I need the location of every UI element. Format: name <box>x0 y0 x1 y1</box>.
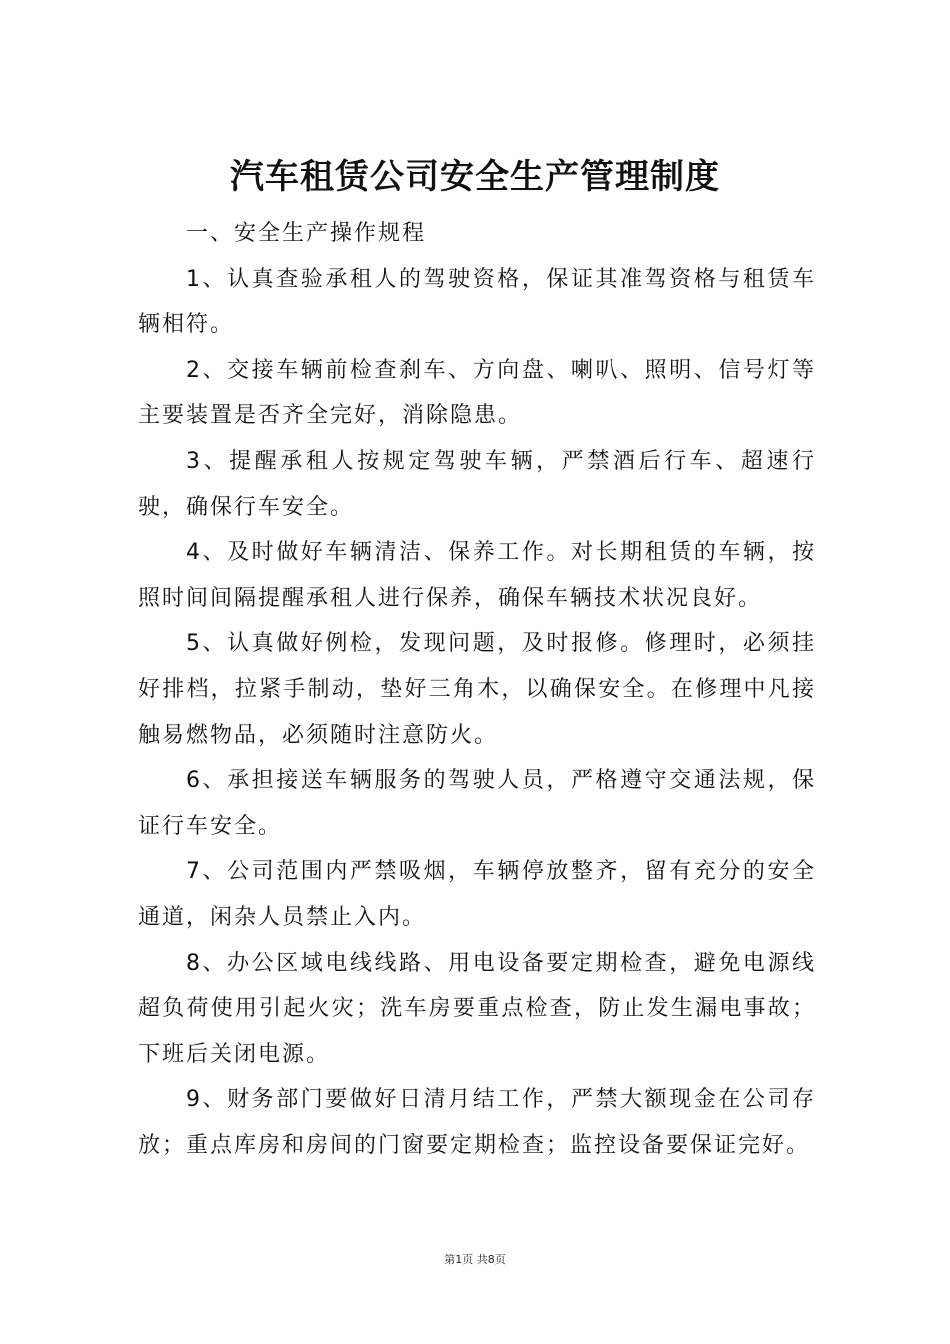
document-title: 汽车租赁公司安全生产管理制度 <box>230 156 720 197</box>
rule-paragraph-4: 4、及时做好车辆清洁、保养工作。对长期租赁的车辆，按照时间间隔提醒承租人进行保养，确保车辆技术状况良好。 <box>138 540 816 611</box>
section-heading: 一、安全生产操作规程 <box>186 221 427 246</box>
rule-paragraph-9: 9、财务部门要做好日清月结工作，严禁大额现金在公司存放；重点库房和房间的门窗要定期检查；监控设备要保证完好。 <box>138 1087 816 1158</box>
rule-paragraph-7: 7、公司范围内严禁吸烟，车辆停放整齐，留有充分的安全通道，闲杂人员禁止入内。 <box>138 859 816 930</box>
page-number-footer: 第1页 共8页 <box>444 1253 506 1266</box>
rule-paragraph-3: 3、提醒承租人按规定驾驶车辆，严禁酒后行车、超速行驶，确保行车安全。 <box>138 448 816 520</box>
rule-paragraph-6: 6、承担接送车辆服务的驾驶人员，严格遵守交通法规，保证行车安全。 <box>138 768 816 839</box>
document-body <box>138 211 816 1168</box>
rule-paragraph-5: 5、认真做好例检，发现问题，及时报修。修理时，必须挂好排档，拉紧手制动，垫好三角木，以确保安全。在修理中凡接触易燃物品，必须随时注意防火。 <box>138 631 816 748</box>
rule-paragraph-1: 1、认真查验承租人的驾驶资格，保证其准驾资格与租赁车辆相符。 <box>138 266 816 338</box>
rule-paragraph-2: 2、交接车辆前检查刹车、方向盘、喇叭、照明、信号灯等主要装置是否齐全完好，消除隐患。 <box>138 357 816 429</box>
rule-paragraph-8: 8、办公区域电线线路、用电设备要定期检查，避免电源线超负荷使用引起火灾；洗车房要重点检查，防止发生漏电事故；下班后关闭电源。 <box>138 950 816 1067</box>
